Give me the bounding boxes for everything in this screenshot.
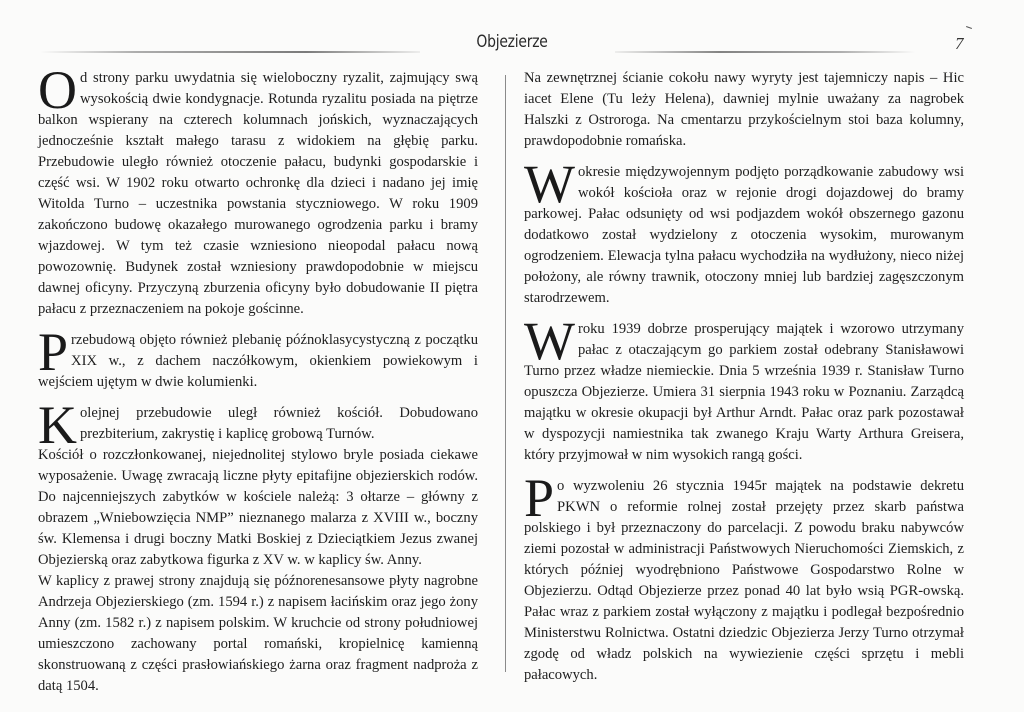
header-rule-right xyxy=(615,51,915,53)
paragraph-text: rzebudową objęto również plebanię późnoklasycystyczną z początku XIX w., z dachem naczółkowym, okienkiem powiekowym i wejściem ujętym w dwie kolumienki. xyxy=(38,332,478,390)
paragraph xyxy=(38,571,478,697)
paragraph-text: o wyzwoleniu 26 stycznia 1945r majątek na podstawie dekretu PKWN o reformie rolnej został przejęty przez skarb państwa polskiego i był przeznaczony do parcelacji. Z powodu braku nabywców ziemi pozostał w administracji Państwowych Nieruchomości Ziemskich, z których później wyodrębniono Państwowe Gospodarstwo Rolne w Objezierzu. Odtąd Objezierze przez ponad 40 lat było wsią PGR-owską. Pałac wraz z parkiem został wyłączony z majątku i podlegał bezpośrednio Ministerstwu Rolnictwa. Ostatni dziedzic Objezierza Jerzy Turno otrzymał zgodę od władz polskich na wywiezienie części sprzętu i mebli pałacowych. xyxy=(524,478,964,683)
paragraph-text: Kościół o rozczłonkowanej, niejednolitej stylowo bryle posiada ciekawe wyposażenie. Uwagę zwracają liczne płyty epitafijne objezierskich rodów. Do najcenniejszych zabytków w kościele należą: 3 ołtarze – główny z obrazem „Wniebowzięcia NMP” nieznanego malarza z XVIII w., boczny św. Klemensa i drugi boczny Matki Boskiej z Dzieciątkiem Jezus zwanej Objezierską oraz zabytkowa figurka z XV w. w kaplicy św. Anny. xyxy=(38,447,478,568)
drop-cap: K xyxy=(38,395,77,455)
drop-cap: P xyxy=(38,322,69,382)
page-number: 7 xyxy=(955,34,964,53)
scan-mark xyxy=(966,26,972,29)
right-column xyxy=(524,68,964,696)
paragraph-text: Na zewnętrznej ścianie cokołu nawy wyryty jest tajemniczy napis – Hic iacet Elene (Tu leży Helena), dawniej mylnie uważany za nagrobek Halszki z Ostroroga. Na cmentarzu przykościelnym stoi baza kolumny, prawdopodobnie romańska. xyxy=(524,70,964,149)
paragraph xyxy=(38,60,478,320)
paragraph-text: olejnej przebudowie uległ również kościół. Dobudowano prezbiterium, zakrystię i kaplicę grobową Turnów. xyxy=(80,405,478,442)
page-header xyxy=(0,18,1024,58)
drop-cap: W xyxy=(524,154,575,214)
paragraph xyxy=(38,395,478,455)
paragraph xyxy=(38,445,478,571)
drop-cap: O xyxy=(38,60,77,120)
drop-cap: P xyxy=(524,468,555,528)
paragraph-text: d strony parku uwydatnia się wieloboczny ryzalit, zajmujący swą wysokością dwie kondygnacje. Rotunda ryzalitu posiada na piętrze balkon wspierany na czterech kolumnach jońskich, wyznaczających jednocześnie kształt małego tarasu z widokiem na głębię parku. Przebudowie uległo również otoczenie pałacu, budynki gospodarskie i część wsi. W 1902 roku otwarto ochronkę dla dzieci i nadano jej imię Witolda Turno – uczestnika powstania styczniowego. W roku 1909 zakończono budowę okazałego murowanego ogrodzenia parku i bramy wjazdowej. W tym też czasie wzniesiono nieopodal pałacu nową powozownię. Budynek został wzniesiony prawdopodobnie w miejscu dawnej oficyny. Przyczyną zburzenia oficyny było dobudowanie II piętra pałacu z przeznaczeniem na pokoje gościnne. xyxy=(38,70,478,317)
paragraph-text: okresie międzywojennym podjęto porządkowanie zabudowy wsi wokół kościoła oraz w rejonie drogi dojazdowej do bramy parkowej. Pałac odsunięty od wsi podjazdem wokół obszernego gazonu dodatkowo został wydzielony z otoczenia wysokim, murowanym ogrodzeniem. Elewacja tylna pałacu wychodziła na wydłużony, nieco niżej położony, ale równy trawnik, otoczony mniej lub bardziej zagęszczonym starodrzewem. xyxy=(524,164,964,306)
column-divider xyxy=(505,75,506,672)
paragraph-text: W kaplicy z prawej strony znajdują się późnorenesansowe płyty nagrobne Andrzeja Objezierskiego (zm. 1594 r.) z napisem łacińskim oraz jego żony Anny (zm. 1582 r.) z napisem polskim. W kruchcie od strony południowej umieszczono zachowany portal romański, kropielnicę kamienną skonstruowaną z części prasłowiańskiego żarna oraz fragment nadproża z datą 1504. xyxy=(38,573,478,694)
left-column xyxy=(38,60,478,697)
paragraph xyxy=(524,154,964,309)
running-title: Objezierze xyxy=(476,32,548,52)
paragraph-text: roku 1939 dobrze prosperujący majątek i wzorowo utrzymany pałac z otaczającym go parkiem został odebrany Stanisławowi Turno przez władze niemieckie. Dnia 5 września 1939 r. Stanisław Turno opuszcza Objezierze. Umiera 31 sierpnia 1943 roku w Poznaniu. Zarządcą majątku w okresie okupacji był Arthur Arndt. Pałac oraz park pozostawał w dyspozycji namiestnika tak zwanego Kraju Warty Arthura Greisera, który przyjmował w nim wysokich rangą gości. xyxy=(524,321,964,463)
drop-cap: W xyxy=(524,311,575,371)
paragraph xyxy=(524,68,964,152)
paragraph xyxy=(524,311,964,466)
paragraph xyxy=(524,468,964,686)
paragraph xyxy=(38,322,478,393)
